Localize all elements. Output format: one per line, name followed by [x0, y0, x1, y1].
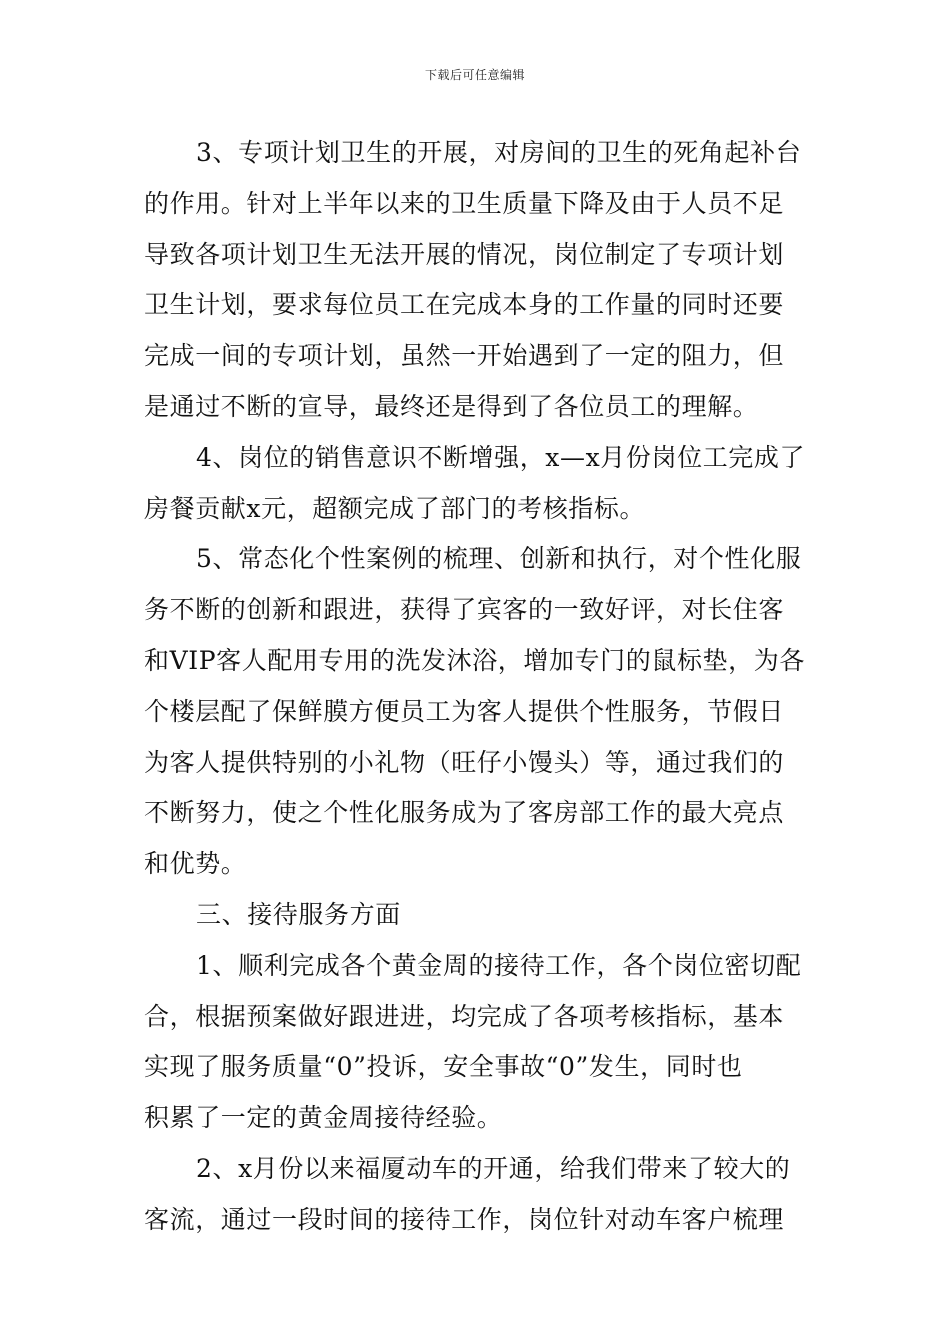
text-line: 个楼层配了保鲜膜方便员工为客人提供个性服务，节假日	[144, 696, 785, 726]
page-header: 下载后可任意编辑	[424, 68, 525, 82]
paragraph-1-golden-week	[144, 941, 810, 1144]
text-line: 1、顺利完成各个黄金周的接待工作，各个岗位密切配	[196, 950, 802, 980]
text-line: 3、专项计划卫生的开展，对房间的卫生的死角起补台	[196, 138, 802, 167]
text-line: 卫生计划，要求每位员工在完成本身的工作量的同时还要	[144, 290, 785, 320]
paragraph-2-bullet-train	[144, 1144, 810, 1246]
paragraph-5-personalized-service	[144, 534, 810, 890]
paragraph-4-sales-awareness	[144, 433, 810, 535]
text-line: 积累了一定的黄金周接待经验。	[144, 1103, 503, 1133]
text-line: 5、常态化个性案例的梳理、创新和执行，对个性化服	[196, 544, 802, 574]
text-line: 务不断的创新和跟进，获得了宾客的一致好评，对长住客	[144, 595, 785, 625]
section-heading: 三、接待服务方面	[196, 899, 401, 929]
text-line: 的作用。针对上半年以来的卫生质量下降及由于人员不足	[144, 188, 785, 218]
text-line: 客流，通过一段时间的接待工作，岗位针对动车客户梳理	[144, 1204, 785, 1234]
text-line: 导致各项计划卫生无法开展的情况，岗位制定了专项计划	[144, 239, 785, 269]
text-line: 不断努力，使之个性化服务成为了客房部工作的最大亮点	[144, 798, 785, 828]
text-line: 合，根据预案做好跟进进，均完成了各项考核指标，基本	[144, 1001, 785, 1031]
text-line: 2、x月份以来福厦动车的开通，给我们带来了较大的	[196, 1153, 791, 1183]
section-heading-reception-service	[144, 890, 810, 941]
text-line: 为客人提供特别的小礼物（旺仔小馒头）等，通过我们的	[144, 747, 785, 777]
text-line: 实现了服务质量“0”投诉，安全事故“0”发生，同时也	[144, 1052, 743, 1082]
text-line: 房餐贡献x元，超额完成了部门的考核指标。	[144, 493, 646, 523]
text-line: 和VIP客人配用专用的洗发沐浴，增加专门的鼠标垫，为各	[144, 645, 805, 675]
document-body	[144, 128, 810, 1246]
text-line: 完成一间的专项计划，虽然一开始遇到了一定的阻力，但	[144, 341, 785, 371]
paragraph-3-sanitation-plan	[144, 128, 810, 433]
text-line: 是通过不断的宣导，最终还是得到了各位员工的理解。	[144, 391, 759, 421]
text-line: 4、岗位的销售意识不断增强，x—x月份岗位工完成了	[196, 442, 806, 472]
text-line: 和优势。	[144, 849, 247, 879]
